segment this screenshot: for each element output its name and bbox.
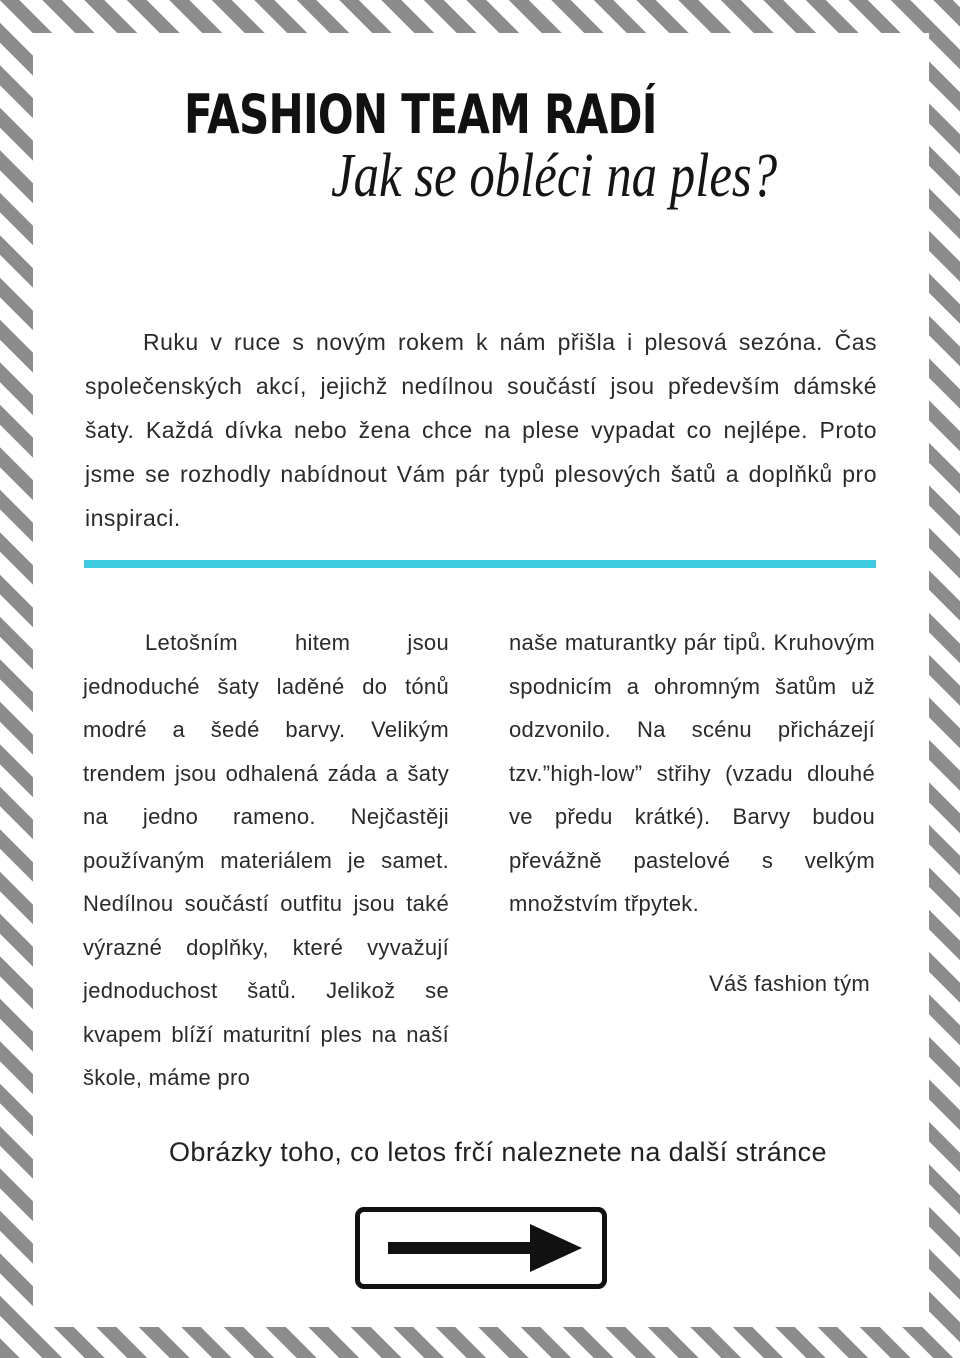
- page-subtitle: Jak se obléci na ples?: [331, 142, 778, 210]
- page: [33, 33, 929, 1327]
- intro-paragraph: Ruku v ruce s novým rokem k nám přišla i plesová sezóna. Čas společenských akcí, jejichž nedílnou součástí jsou především dámské šaty. Každá dívka nebo žena chce na plese vypadat co nejlépe. Proto jsme se rozhodly nabídnout Vám pár typů plesových šatů a doplňků pro inspiraci.: [85, 329, 877, 531]
- next-page-arrow-sign[interactable]: [355, 1207, 607, 1289]
- divider-line: [84, 560, 876, 568]
- next-page-note: Obrázky toho, co letos frčí naleznete na další stránce: [169, 1137, 827, 1167]
- signature: Váš fashion tým: [709, 971, 871, 996]
- article-column-left: Letošním hitem jsou jednoduché šaty laděné do tónů modré a šedé barvy. Velikým trendem jsou odhalená záda a šaty na jedno rameno. Nejčastěji používaným materiálem je samet. Nedílnou součástí outfitu jsou také výrazné doplňky, které vyvažují jednoduchost šatů. Jelikož se kvapem blíží maturitní ples na naší škole, máme pro: [83, 630, 449, 1090]
- page-title: FASHION TEAM RADÍ: [184, 83, 657, 146]
- article-column-right: naše maturantky pár tipů. Kruhovým spodnicím a ohromným šatům už odzvonilo. Na scénu přicházejí tzv.”high-low” střihy (vzadu dlouhé ve předu krátké). Barvy budou převážně pastelové s velkým množstvím třpytek.: [509, 630, 875, 916]
- arrow-right-icon: [360, 1212, 602, 1284]
